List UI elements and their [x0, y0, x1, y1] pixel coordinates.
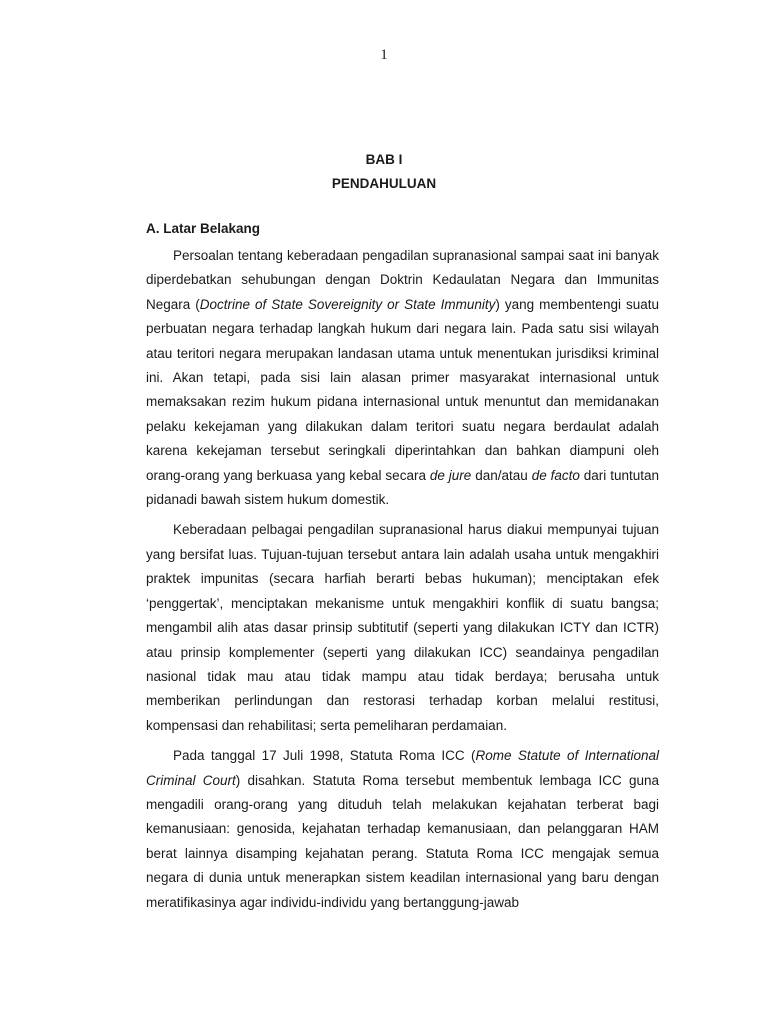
- italic-text: de jure: [429, 467, 472, 483]
- paragraph-text: dari tuntutan pidanadi bawah sistem hukum domestik.: [146, 467, 660, 508]
- paragraph-text: ) disahkan. Statuta Roma tersebut membentuk lembaga ICC guna mengadili orang-orang yang dituduh telah melakukan kejahatan terberat bagi kemanusiaan: genosida, kejahatan terhadap kemanusiaan, dan pelanggaran HAM berat lainnya disamping kejahatan perang. Statuta Roma ICC mengajak semua negara di dunia untuk menerapkan sistem keadilan internasional yang baru dengan meratifikasinya agar individu-individu yang bertanggung-jawab: [146, 772, 659, 910]
- italic-text: de facto: [531, 467, 580, 483]
- paragraph-text: Keberadaan pelbagai pengadilan supranasional harus diakui mempunyai tujuan yang bersifat luas. Tujuan-tujuan tersebut antara lain adalah usaha untuk mengakhiri praktek impunitas (secara harfiah berarti bebas hukuman); menciptakan efek ‘penggertak’, menciptakan mekanisme untuk mengakhiri konflik di suatu bangsa; mengambil alih atas dasar prinsip subtitutif (seperti yang dilakukan ICTY dan ICTR) atau prinsip komplementer (seperti yang dilakukan ICC) seandainya pengadilan nasional tidak mau atau tidak mampu atau tidak berdaya; berusaha untuk memberikan perlindungan dan restorasi terhadap korban melalui restitusi, kompensasi dan rehabilitasi; serta pemeliharan perdamaian.: [146, 522, 659, 733]
- paragraph-text: Persoalan tentang keberadaan pengadilan supranasional sampai saat ini banyak diperdebatkan sehubungan dengan Doktrin Kedaulatan Negara dan Immunitas Negara (: [146, 248, 659, 312]
- paragraph-text: dan/atau: [471, 467, 532, 483]
- paragraph-text: Pada tanggal 17 Juli 1998, Statuta Roma ICC (: [173, 748, 476, 764]
- document-body: [146, 219, 659, 921]
- chapter-title: PENDAHULUAN: [331, 176, 437, 191]
- italic-text: Doctrine of State Sovereignity or State Immunity: [199, 296, 496, 312]
- chapter-number: BAB I: [365, 152, 403, 167]
- paragraph: [146, 518, 659, 738]
- italic-text: Rome Statute of International Criminal Court: [146, 748, 660, 788]
- chapter-heading: [0, 148, 768, 196]
- paragraph-text: ) yang membentengi suatu perbuatan negara terhadap langkah hukum dari negara lain. Pada satu sisi wilayah atau teritori negara merupakan landasan utama untuk menentukan jurisdiksi kriminal ini. Akan tetapi, pada sisi lain alasan primer masyarakat internasional untuk memaksakan rezim hukum pidana internasional untuk menuntut dan memidanakan pelaku kekejaman yang dilakukan dalam teritori suatu negara berdaulat adalah karena kekejaman tersebut seringkali diperintahkan dan bahkan diampuni oleh orang-orang yang berkuasa yang kebal secara: [146, 296, 659, 483]
- page-number: 1: [380, 47, 388, 63]
- paragraph-list: [146, 244, 659, 915]
- paragraph: [146, 244, 659, 512]
- section-title: A. Latar Belakang: [146, 221, 261, 236]
- paragraph: [146, 744, 659, 915]
